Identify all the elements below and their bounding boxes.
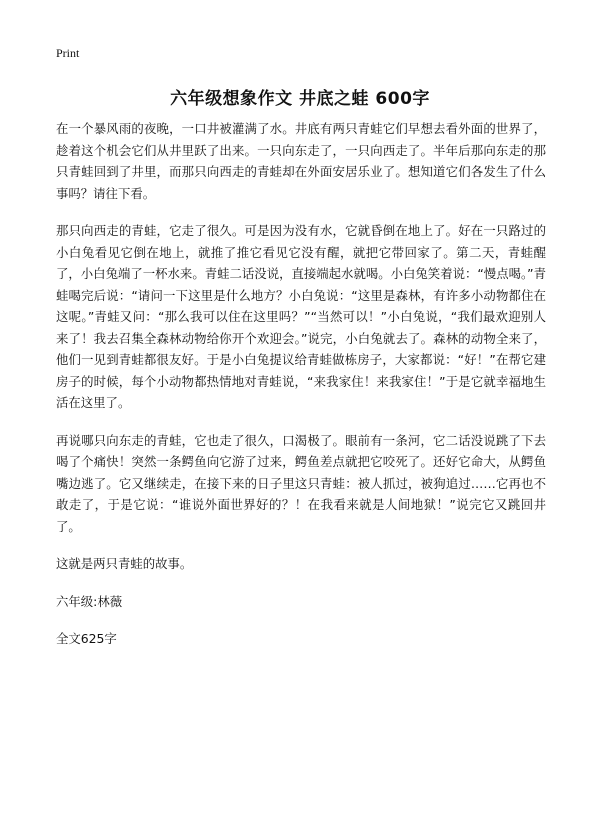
paragraph-conclusion: 这就是两只青蛙的故事。 [56,556,193,571]
page-title: 六年级想象作文 井底之蛙 600字 [170,89,430,109]
word-count: 全文625字 [56,631,117,646]
paragraph-west-frog: 那只向西走的青蛙，它走了很久。可是因为没有水，它就昏倒在地上了。好在一只路过的小白兔看见它倒在地上，就推了推它看见它没有醒，就把它带回家了。第二天，青蛙醒了，小白兔端了一杯水来。青蛙二话没说，直接端起水就喝。小白兔笑着说：“慢点喝。”青蛙喝完后说：“请问一下这里是什么地方？小白兔说：“这里是森林，有许多小动物都住在这呢。”青蛙又问：“那么我可以住在这里吗？”“当然可以！”小白兔说，“我们最欢迎别人来了！我去召集全森林动物给你开个欢迎会。”说完，小白兔就去了。森林的动物全来了，他们一见到青蛙都很友好。于是小白兔提议给青蛙做栋房子，大家都说：“好！”在帮它建房子的时候，每个小动物都热情地对青蛙说，“来我家住！来我家住！”于是它就幸福地生活在这里了。 [56,223,546,410]
paragraph-intro: 在一个暴风雨的夜晚，一口井被灌满了水。井底有两只青蛙它们早想去看外面的世界了，趁着这个机会它们从井里跃了出来。一只向东走了，一只向西走了。半年后那向东走的那只青蛙回到了井里，而那只向西走的青蛙却在外面安居乐业了。想知道它们各发生了什么事吗？请往下看。 [56,121,546,201]
paragraph-east-frog: 再说哪只向东走的青蛙，它也走了很久，口渴极了。眼前有一条河，它二话没说跳了下去喝了个痛快！突然一条鳄鱼向它游了过来，鳄鱼差点就把它咬死了。还好它命大，从鳄鱼嘴边逃了。它又继续走，在接下来的日子里这只青蛙：被人抓过，被狗追过……它再也不敢走了，于是它说：“谁说外面世界好的？！在我看来就是人间地狱！”说完它又跳回井了。 [56,432,546,534]
author-line: 六年级:林薇 [56,593,123,609]
print-link[interactable]: Print [56,46,80,60]
article-body [56,118,546,666]
